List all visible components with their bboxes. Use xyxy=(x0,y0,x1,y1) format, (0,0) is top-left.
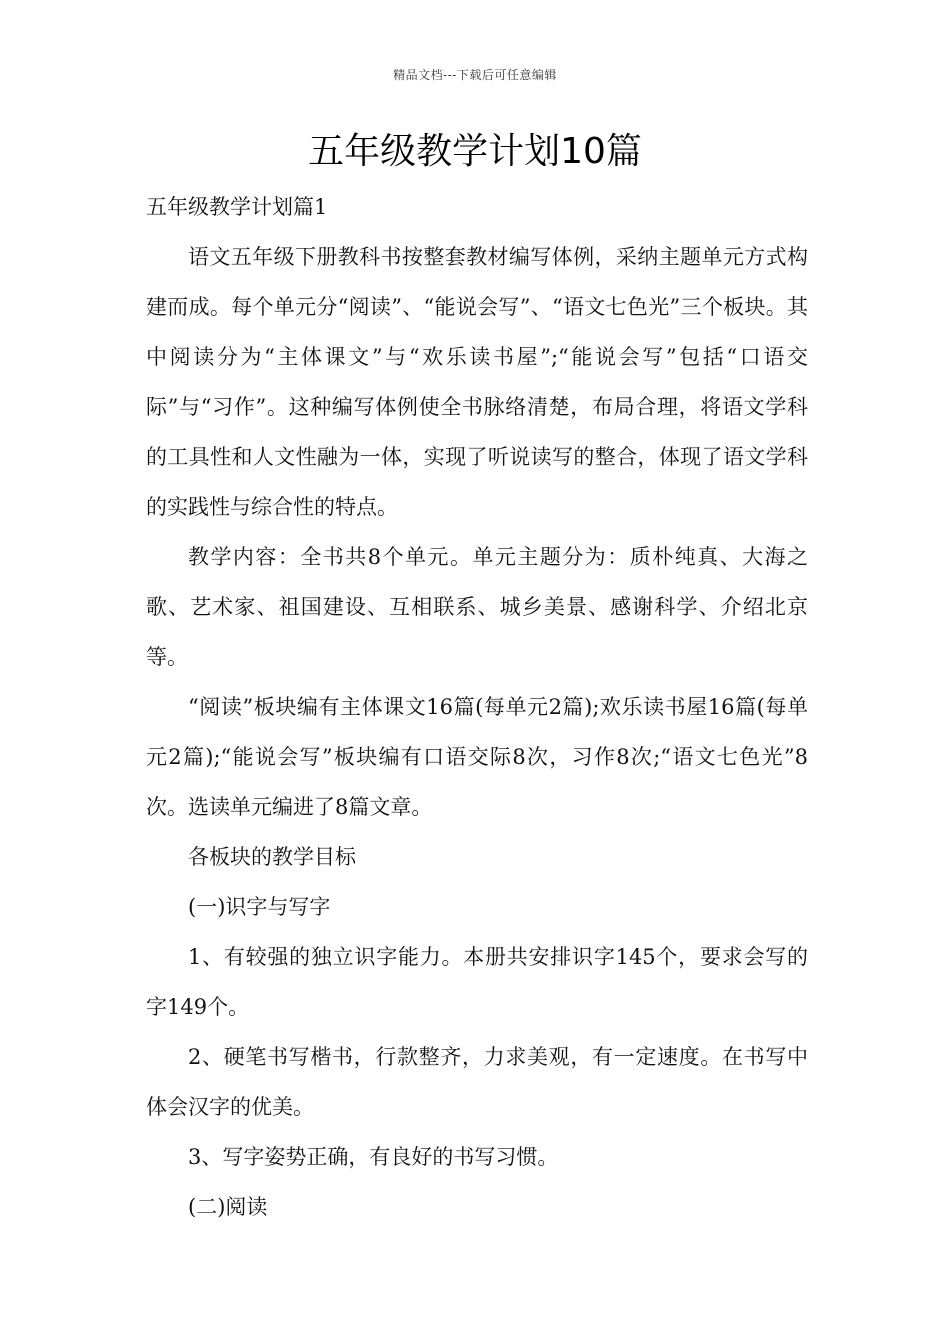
section-heading: 五年级教学计划篇1 xyxy=(146,195,328,219)
header-note: 精品文档---下载后可任意编辑 xyxy=(393,68,557,82)
paragraph-intro: 语文五年级下册教科书按整套教材编写体例，采纳主题单元方式构建而成。每个单元分“阅读”、“能说会写”、“语文七色光”三个板块。其中阅读分为“主体课文”与“欢乐读书屋”;“能说会写”包括“口语交际”与“习作”。这种编写体例使全书脉络清楚，布局合理，将语文学科的工具性和人文性融为一体，实现了听说读写的整合，体现了语文学科的实践性与综合性的特点。 xyxy=(146,245,808,519)
paragraph-item-3: 3、写字姿势正确，有良好的书写习惯。 xyxy=(188,1145,559,1169)
page-title: 五年级教学计划10篇 xyxy=(308,131,642,172)
paragraph-goals-heading: 各板块的教学目标 xyxy=(188,845,356,869)
paragraph-content: 教学内容：全书共8个单元。单元主题分为：质朴纯真、大海之歌、艺术家、祖国建设、互相联系、城乡美景、感谢科学、介绍北京等。 xyxy=(146,545,808,669)
paragraph-item-2: 2、硬笔书写楷书，行款整齐，力求美观，有一定速度。在书写中体会汉字的优美。 xyxy=(146,1045,808,1119)
paragraph-item-1: 1、有较强的独立识字能力。本册共安排识字145个，要求会写的字149个。 xyxy=(146,945,808,1019)
document-body xyxy=(146,182,808,1232)
paragraph-subheading-reading: (二)阅读 xyxy=(188,1195,268,1219)
paragraph-reading-section: “阅读”板块编有主体课文16篇(每单元2篇);欢乐读书屋16篇(每单元2篇);“能说会写”板块编有口语交际8次，习作8次;“语文七色光”8次。选读单元编进了8篇文章。 xyxy=(146,695,808,819)
paragraph-subheading-literacy: (一)识字与写字 xyxy=(188,895,331,919)
